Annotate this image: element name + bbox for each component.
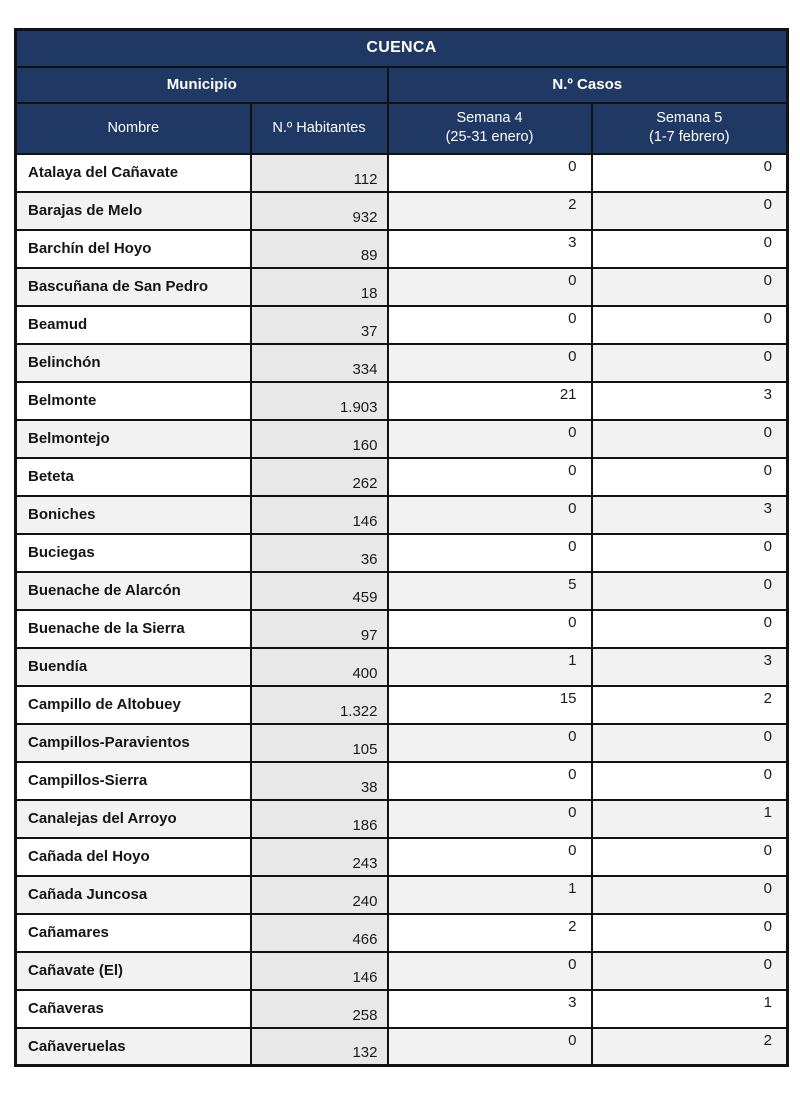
cuenca-cases-table [14, 28, 789, 1067]
habitantes-cell: 146 [251, 496, 388, 534]
semana5-cases-cell: 0 [592, 876, 788, 914]
table-row [16, 762, 788, 800]
table-row [16, 724, 788, 762]
municipality-name-cell: Buenache de Alarcón [16, 572, 251, 610]
semana4-cases-cell: 21 [388, 382, 592, 420]
semana5-cases-cell: 0 [592, 154, 788, 192]
municipality-name-cell: Beamud [16, 306, 251, 344]
municipality-name-cell: Cañaveruelas [16, 1028, 251, 1066]
municipality-name-cell: Buendía [16, 648, 251, 686]
table-row [16, 306, 788, 344]
province-title: CUENCA [16, 30, 788, 67]
municipality-name-cell: Belmontejo [16, 420, 251, 458]
semana5-cases-cell: 2 [592, 1028, 788, 1066]
table-row [16, 382, 788, 420]
semana5-cases-cell: 0 [592, 458, 788, 496]
table-row [16, 800, 788, 838]
semana4-cases-cell: 0 [388, 610, 592, 648]
group-header-row [16, 67, 788, 103]
municipality-name-cell: Belmonte [16, 382, 251, 420]
habitantes-cell: 932 [251, 192, 388, 230]
column-header-semana4 [388, 103, 592, 154]
table-row [16, 610, 788, 648]
column-header-row [16, 103, 788, 154]
municipality-name-cell: Campillos-Sierra [16, 762, 251, 800]
habitantes-cell: 240 [251, 876, 388, 914]
semana5-date-range: (1-7 febrero) [648, 129, 730, 145]
semana5-cases-cell: 0 [592, 268, 788, 306]
semana5-cases-cell: 0 [592, 724, 788, 762]
semana5-cases-cell: 3 [592, 496, 788, 534]
table-row [16, 876, 788, 914]
semana5-cases-cell: 0 [592, 914, 788, 952]
semana4-cases-cell: 0 [388, 154, 592, 192]
semana4-cases-cell: 0 [388, 952, 592, 990]
column-header-semana5 [592, 103, 788, 154]
table-row [16, 344, 788, 382]
municipality-name-cell: Atalaya del Cañavate [16, 154, 251, 192]
table-row [16, 496, 788, 534]
cuenca-cases-table-container [14, 28, 786, 1067]
municipality-name-cell: Cañada del Hoyo [16, 838, 251, 876]
table-row [16, 458, 788, 496]
semana5-cases-cell: 0 [592, 230, 788, 268]
municipality-name-cell: Boniches [16, 496, 251, 534]
semana4-cases-cell: 2 [388, 914, 592, 952]
group-header-municipio: Municipio [16, 67, 388, 103]
habitantes-cell: 37 [251, 306, 388, 344]
municipality-name-cell: Cañavate (El) [16, 952, 251, 990]
table-row [16, 914, 788, 952]
column-header-nombre: Nombre [16, 103, 251, 154]
semana4-cases-cell: 0 [388, 496, 592, 534]
semana4-date-range: (25-31 enero) [445, 129, 534, 145]
semana4-label: Semana 4 [456, 110, 523, 127]
municipality-name-cell: Beteta [16, 458, 251, 496]
semana5-cases-cell: 0 [592, 952, 788, 990]
table-row [16, 990, 788, 1028]
semana4-cases-cell: 0 [388, 534, 592, 572]
semana5-label: Semana 5 [656, 110, 723, 127]
municipality-name-cell: Canalejas del Arroyo [16, 800, 251, 838]
semana5-cases-cell: 1 [592, 800, 788, 838]
semana4-cases-cell: 3 [388, 230, 592, 268]
semana4-cases-cell: 0 [388, 762, 592, 800]
table-row [16, 686, 788, 724]
municipality-name-cell: Cañamares [16, 914, 251, 952]
table-row [16, 154, 788, 192]
table-row [16, 952, 788, 990]
habitantes-cell: 38 [251, 762, 388, 800]
table-body [16, 154, 788, 1066]
table-row [16, 1028, 788, 1066]
semana4-cases-cell: 0 [388, 268, 592, 306]
habitantes-cell: 186 [251, 800, 388, 838]
table-row [16, 572, 788, 610]
table-row [16, 268, 788, 306]
semana5-cases-cell: 1 [592, 990, 788, 1028]
semana4-cases-cell: 0 [388, 800, 592, 838]
habitantes-cell: 160 [251, 420, 388, 458]
semana5-cases-cell: 2 [592, 686, 788, 724]
municipality-name-cell: Barchín del Hoyo [16, 230, 251, 268]
habitantes-cell: 262 [251, 458, 388, 496]
semana4-cases-cell: 2 [388, 192, 592, 230]
municipality-name-cell: Buenache de la Sierra [16, 610, 251, 648]
semana5-cases-cell: 0 [592, 534, 788, 572]
semana5-cases-cell: 0 [592, 306, 788, 344]
municipality-name-cell: Cañaveras [16, 990, 251, 1028]
table-row [16, 420, 788, 458]
habitantes-cell: 334 [251, 344, 388, 382]
habitantes-cell: 1.903 [251, 382, 388, 420]
municipality-name-cell: Campillos-Paravientos [16, 724, 251, 762]
semana4-cases-cell: 3 [388, 990, 592, 1028]
semana5-cases-cell: 0 [592, 610, 788, 648]
semana5-cases-cell: 0 [592, 838, 788, 876]
habitantes-cell: 258 [251, 990, 388, 1028]
semana4-cases-cell: 0 [388, 838, 592, 876]
habitantes-cell: 243 [251, 838, 388, 876]
municipality-name-cell: Cañada Juncosa [16, 876, 251, 914]
semana4-cases-cell: 1 [388, 648, 592, 686]
semana5-cases-cell: 0 [592, 192, 788, 230]
semana4-cases-cell: 0 [388, 458, 592, 496]
semana4-cases-cell: 0 [388, 306, 592, 344]
habitantes-cell: 466 [251, 914, 388, 952]
semana5-cases-cell: 0 [592, 420, 788, 458]
habitantes-cell: 105 [251, 724, 388, 762]
semana5-cases-cell: 0 [592, 762, 788, 800]
habitantes-cell: 132 [251, 1028, 388, 1066]
municipality-name-cell: Buciegas [16, 534, 251, 572]
semana5-cases-cell: 0 [592, 344, 788, 382]
habitantes-cell: 97 [251, 610, 388, 648]
table-row [16, 838, 788, 876]
municipality-name-cell: Belinchón [16, 344, 251, 382]
column-header-habitantes: N.º Habitantes [251, 103, 388, 154]
group-header-num-casos: N.º Casos [388, 67, 788, 103]
habitantes-cell: 18 [251, 268, 388, 306]
table-row [16, 648, 788, 686]
semana4-cases-cell: 1 [388, 876, 592, 914]
table-row [16, 230, 788, 268]
semana4-cases-cell: 0 [388, 724, 592, 762]
habitantes-cell: 459 [251, 572, 388, 610]
table-title-row [16, 30, 788, 67]
semana4-cases-cell: 0 [388, 420, 592, 458]
habitantes-cell: 112 [251, 154, 388, 192]
semana4-cases-cell: 5 [388, 572, 592, 610]
habitantes-cell: 1.322 [251, 686, 388, 724]
semana5-cases-cell: 0 [592, 572, 788, 610]
semana4-cases-cell: 15 [388, 686, 592, 724]
table-row [16, 192, 788, 230]
habitantes-cell: 36 [251, 534, 388, 572]
habitantes-cell: 400 [251, 648, 388, 686]
habitantes-cell: 89 [251, 230, 388, 268]
habitantes-cell: 146 [251, 952, 388, 990]
semana5-cases-cell: 3 [592, 648, 788, 686]
semana4-cases-cell: 0 [388, 1028, 592, 1066]
municipality-name-cell: Campillo de Altobuey [16, 686, 251, 724]
municipality-name-cell: Bascuñana de San Pedro [16, 268, 251, 306]
table-row [16, 534, 788, 572]
semana4-cases-cell: 0 [388, 344, 592, 382]
municipality-name-cell: Barajas de Melo [16, 192, 251, 230]
semana5-cases-cell: 3 [592, 382, 788, 420]
